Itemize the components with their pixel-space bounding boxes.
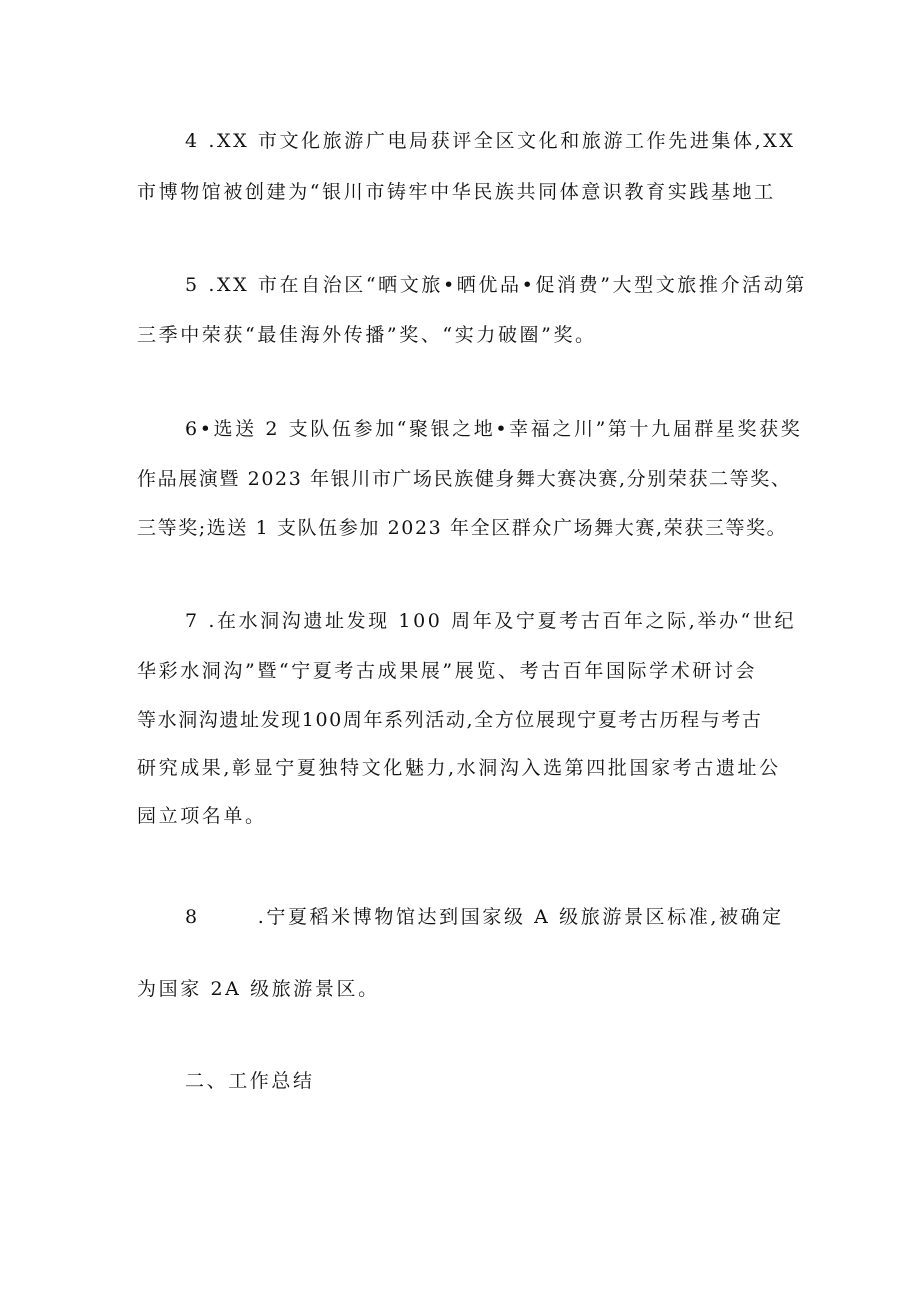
item-7-line-1: 7 .在水洞沟遗址发现 100 周年及宁夏考古百年之际,举办“世纪 [185,610,797,632]
section-heading: 二、工作总结 [185,1070,315,1092]
item-6-line-1: 6•选送 2 支队伍参加“聚银之地•幸福之川”第十九届群星奖获奖 [185,418,803,440]
item-7-line-4: 研究成果,彰显宁夏独特文化魅力,水洞沟入选第四批国家考古遗址公 [137,757,781,779]
item-7-line-3: 等水洞沟遗址发现100周年系列活动,全方位展现宁夏考古历程与考古 [137,709,763,731]
item-8-number: 8 [185,906,200,928]
item-8-line-1 [185,904,784,930]
item-7-line-5: 园立项名单。 [137,805,267,827]
item-7-line-2: 华彩水洞沟”暨“宁夏考古成果展”展览、考古百年国际学术研讨会 [137,660,758,682]
item-5-line-2: 三季中荣获“最佳海外传播”奖、“实力破圈”奖。 [137,324,597,346]
item-8-text: .宁夏稻米博物馆达到国家级 A 级旅游景区标准,被确定 [257,906,784,928]
item-5-line-1: 5 .XX 市在自治区“晒文旅•晒优品•促消费”大型文旅推介活动第 [185,274,807,296]
item-4-line-1: 4 .XX 市文化旅游广电局获评全区文化和旅游工作先进集体,XX [185,130,796,152]
item-4-line-2: 市博物馆被创建为“银川市铸牢中华民族共同体意识教育实践基地工 [137,181,776,203]
item-8-line-2: 为国家 2A 级旅游景区。 [137,978,380,1000]
item-6-line-2: 作品展演暨 2023 年银川市广场民族健身舞大赛决赛,分别荣获二等奖、 [137,468,792,490]
item-6-line-3: 三等奖;选送 1 支队伍参加 2023 年全区群众广场舞大赛,荣获三等奖。 [137,517,788,539]
